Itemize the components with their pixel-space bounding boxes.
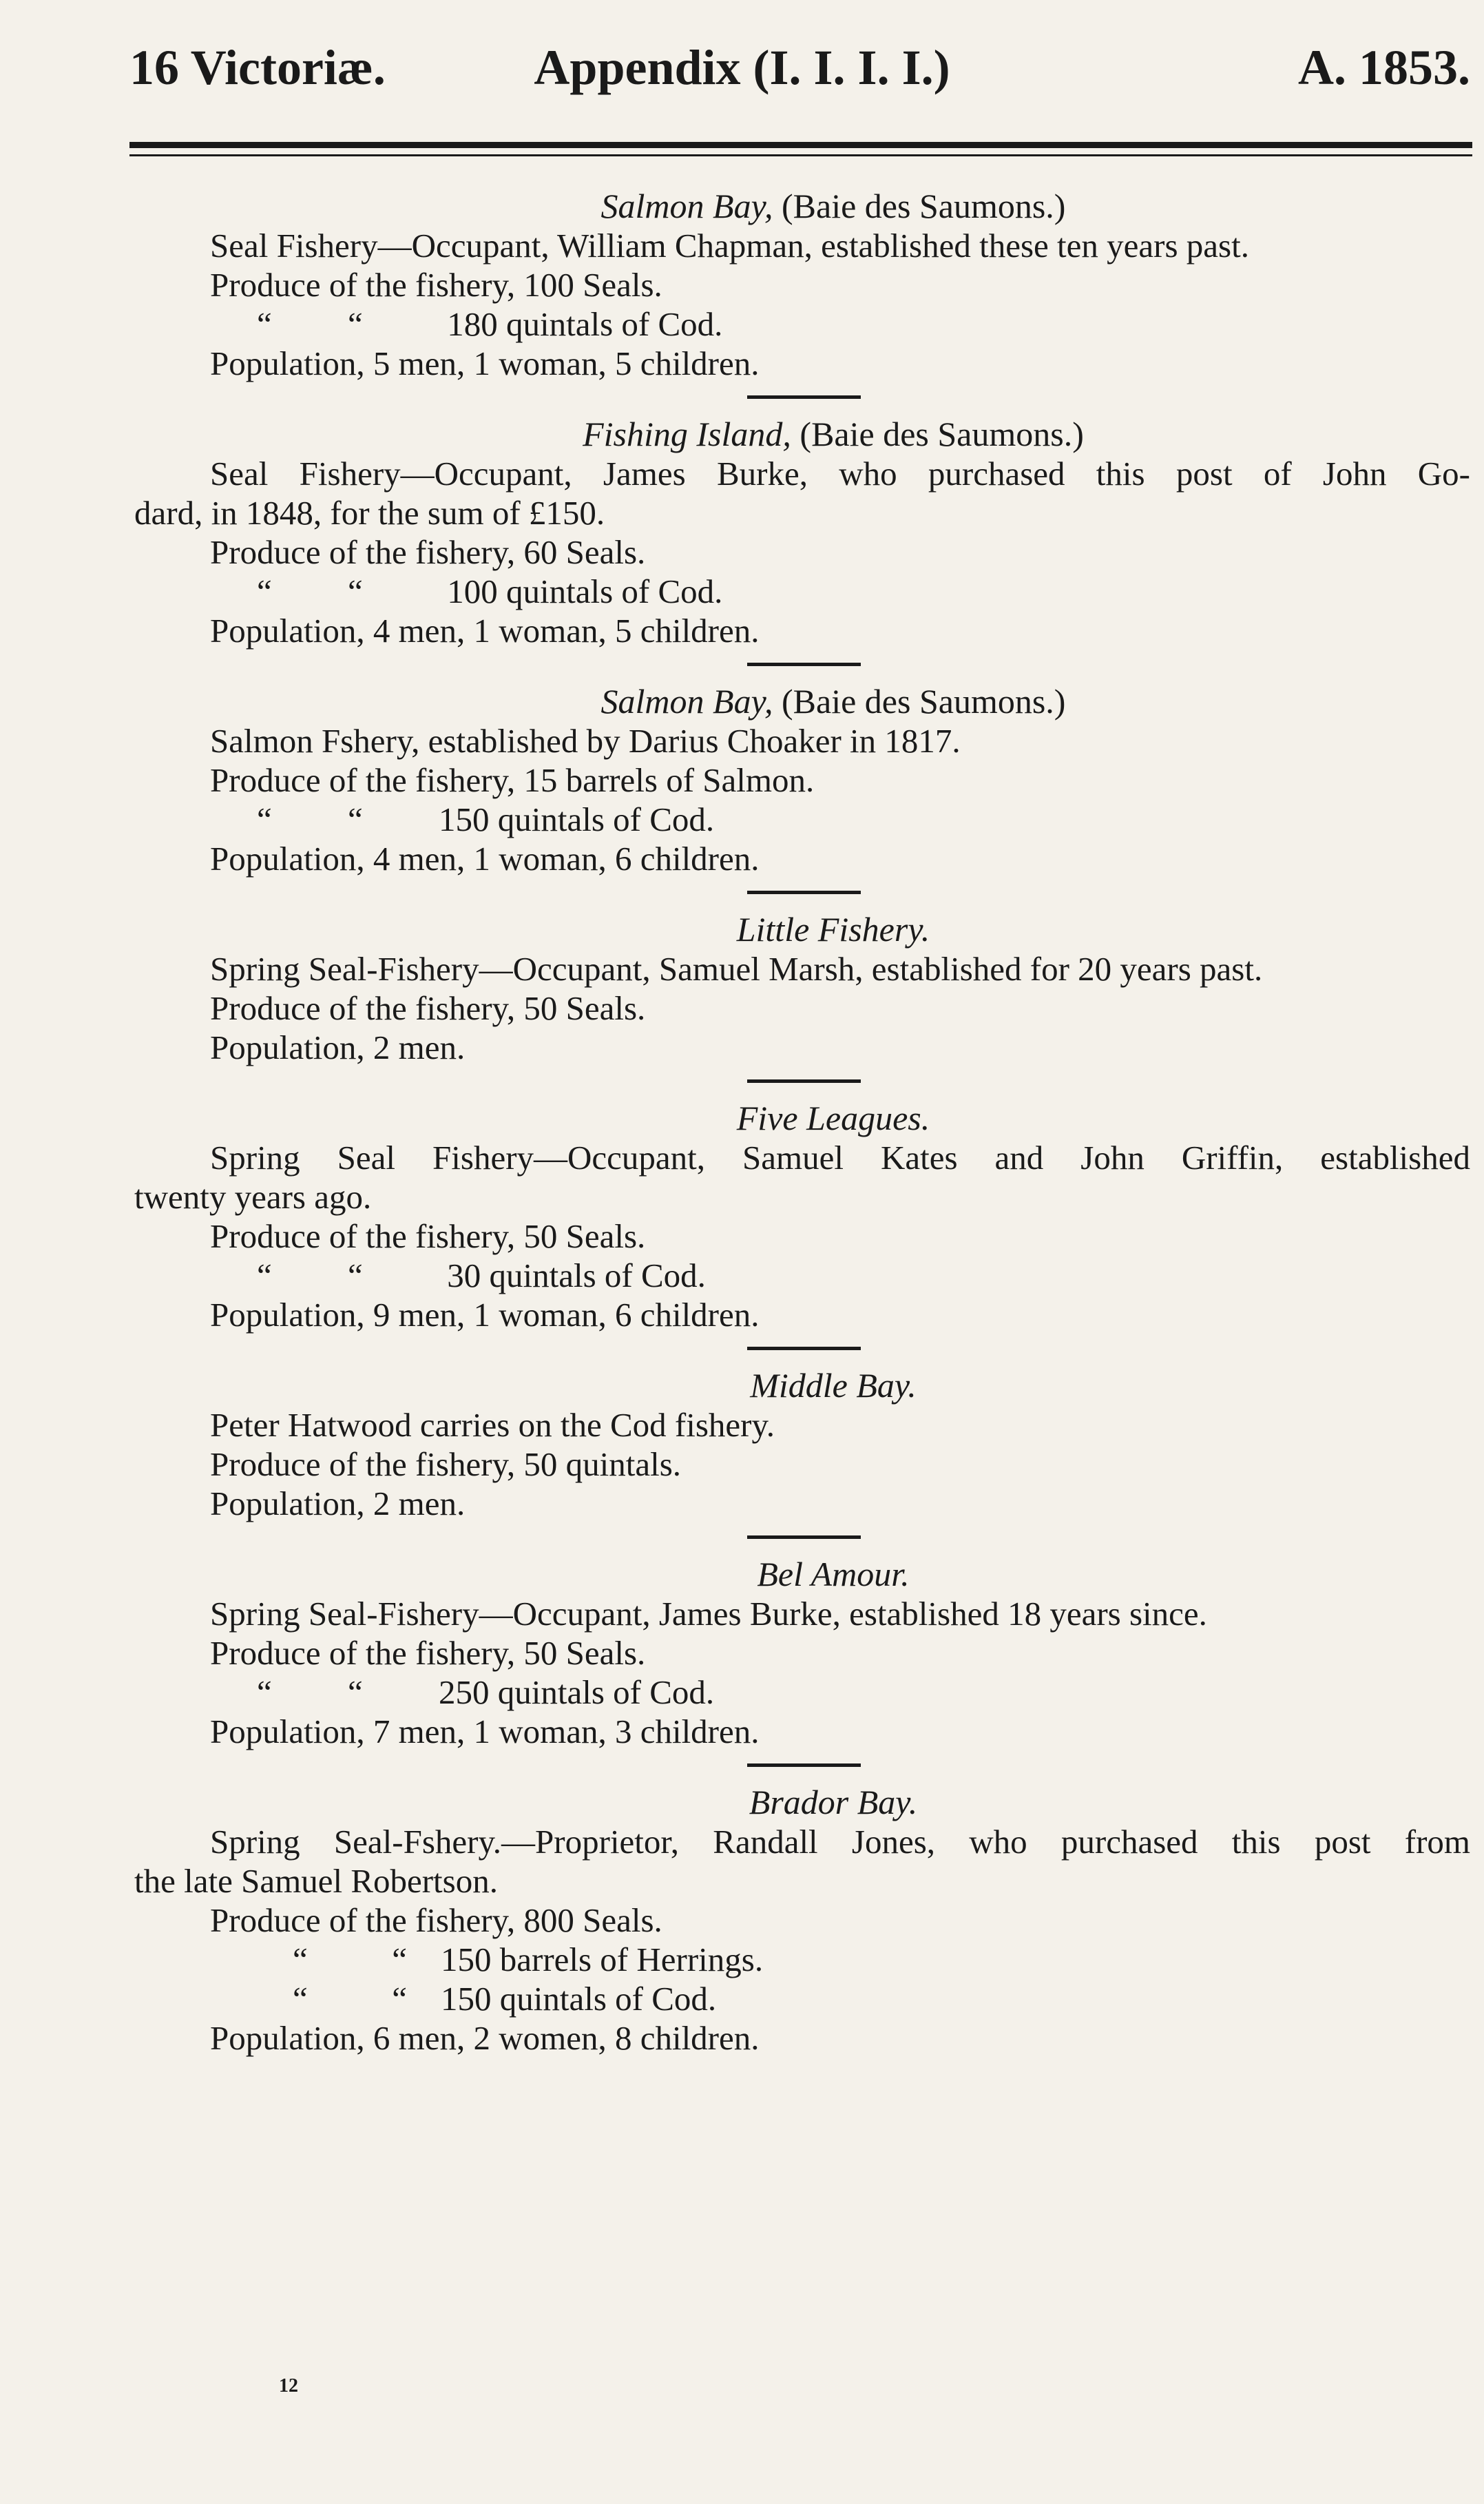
text-line: Population, 5 men, 1 woman, 5 children. [210, 344, 760, 382]
text-line: Produce of the fishery, 800 Seals. [210, 1901, 662, 1939]
text-line: “ “ 100 quintals of Cod. [257, 572, 723, 610]
text-line: Peter Hatwood carries on the Cod fishery. [210, 1406, 775, 1444]
text-line: Spring Seal-Fishery—Occupant, Samuel Marsh, established for 20 years past. [210, 950, 1263, 988]
text-line: “ “ 150 quintals of Cod. [293, 1980, 717, 2018]
section-title [134, 681, 1470, 721]
section-separator [747, 663, 861, 666]
section-title-place: Brador Bay. [749, 1783, 918, 1821]
section-fishing-island [134, 414, 1470, 650]
text-line: Produce of the fishery, 50 Seals. [210, 989, 646, 1027]
section-middle-bay [134, 1365, 1470, 1523]
section-title-place: Fishing Island, [583, 415, 791, 453]
text-line: “ “ 250 quintals of Cod. [257, 1673, 715, 1711]
text-line: Population, 6 men, 2 women, 8 children. [210, 2019, 760, 2057]
section-title-place: Salmon Bay, [600, 682, 773, 721]
section-bel-amour [134, 1554, 1470, 1751]
section-title [134, 414, 1470, 454]
section-separator [747, 1079, 861, 1083]
section-title-rest: (Baie des Saumons.) [791, 415, 1084, 453]
section-salmon-bay-salmon [134, 681, 1470, 878]
section-separator [747, 1535, 861, 1539]
text-line: Spring Seal Fishery—Occupant, Samuel Kates and John Griffin, established [210, 1139, 1470, 1177]
text-line: Population, 2 men. [210, 1028, 466, 1066]
header-rule-thin [129, 154, 1472, 156]
section-separator [747, 1347, 861, 1350]
section-title [134, 1365, 1470, 1405]
section-title-place: Salmon Bay, [600, 187, 773, 225]
text-line: the late Samuel Robertson. [134, 1862, 498, 1900]
section-title-rest: (Baie des Saumons.) [773, 682, 1066, 721]
section-title-place: Middle Bay. [750, 1366, 917, 1405]
text-line: Produce of the fishery, 50 Seals. [210, 1634, 646, 1672]
header-year: A. 1853. [1298, 40, 1470, 95]
text-line: “ “ 150 barrels of Herrings. [293, 1941, 764, 1978]
section-title [134, 909, 1470, 949]
section-title-place: Little Fishery. [736, 910, 930, 949]
text-line: Salmon Fshery, established by Darius Choaker in 1817. [210, 722, 961, 760]
section-separator [747, 395, 861, 399]
text-line: Produce of the fishery, 50 quintals. [210, 1445, 682, 1483]
text-line: “ “ 30 quintals of Cod. [257, 1256, 706, 1294]
section-title [134, 186, 1470, 226]
folio-number: 12 [279, 2375, 298, 2397]
section-title [134, 1554, 1470, 1594]
section-little-fishery [134, 909, 1470, 1067]
page-body [134, 186, 1470, 2058]
text-line: Population, 2 men. [210, 1484, 466, 1522]
section-separator [747, 891, 861, 894]
section-brador-bay [134, 1782, 1470, 2058]
header-session: 16 Victoriæ. [129, 40, 386, 95]
text-line: Seal Fishery—Occupant, James Burke, who purchased this post of John Go- [210, 455, 1470, 493]
text-line: “ “ 180 quintals of Cod. [257, 305, 723, 343]
section-title-place: Five Leagues. [736, 1099, 930, 1137]
text-line: Produce of the fishery, 60 Seals. [210, 533, 646, 571]
text-line: Population, 9 men, 1 woman, 6 children. [210, 1296, 760, 1334]
text-line: Spring Seal-Fishery—Occupant, James Burke, established 18 years since. [210, 1595, 1207, 1633]
text-line: Produce of the fishery, 100 Seals. [210, 266, 662, 304]
text-line: Produce of the fishery, 15 barrels of Salmon. [210, 761, 815, 799]
section-five-leagues [134, 1098, 1470, 1334]
text-line: Seal Fishery—Occupant, William Chapman, established these ten years past. [210, 227, 1249, 265]
text-line: Population, 4 men, 1 woman, 6 children. [210, 840, 760, 878]
text-line: Population, 4 men, 1 woman, 5 children. [210, 612, 760, 650]
section-salmon-bay-seal [134, 186, 1470, 383]
section-title-rest: (Baie des Saumons.) [773, 187, 1066, 225]
header-appendix: Appendix (I. I. I. I.) [534, 40, 950, 95]
section-title-place: Bel Amour. [757, 1555, 910, 1593]
section-title [134, 1782, 1470, 1822]
text-line: Population, 7 men, 1 woman, 3 children. [210, 1713, 760, 1750]
text-line: Produce of the fishery, 50 Seals. [210, 1217, 646, 1255]
text-line: dard, in 1848, for the sum of £150. [134, 494, 605, 532]
text-line: twenty years ago. [134, 1178, 372, 1216]
section-title [134, 1098, 1470, 1138]
text-line: “ “ 150 quintals of Cod. [257, 800, 715, 838]
text-line: Spring Seal-Fshery.—Proprietor, Randall Jones, who purchased this post from [210, 1823, 1470, 1861]
header-rule-thick [129, 142, 1472, 148]
section-separator [747, 1763, 861, 1767]
